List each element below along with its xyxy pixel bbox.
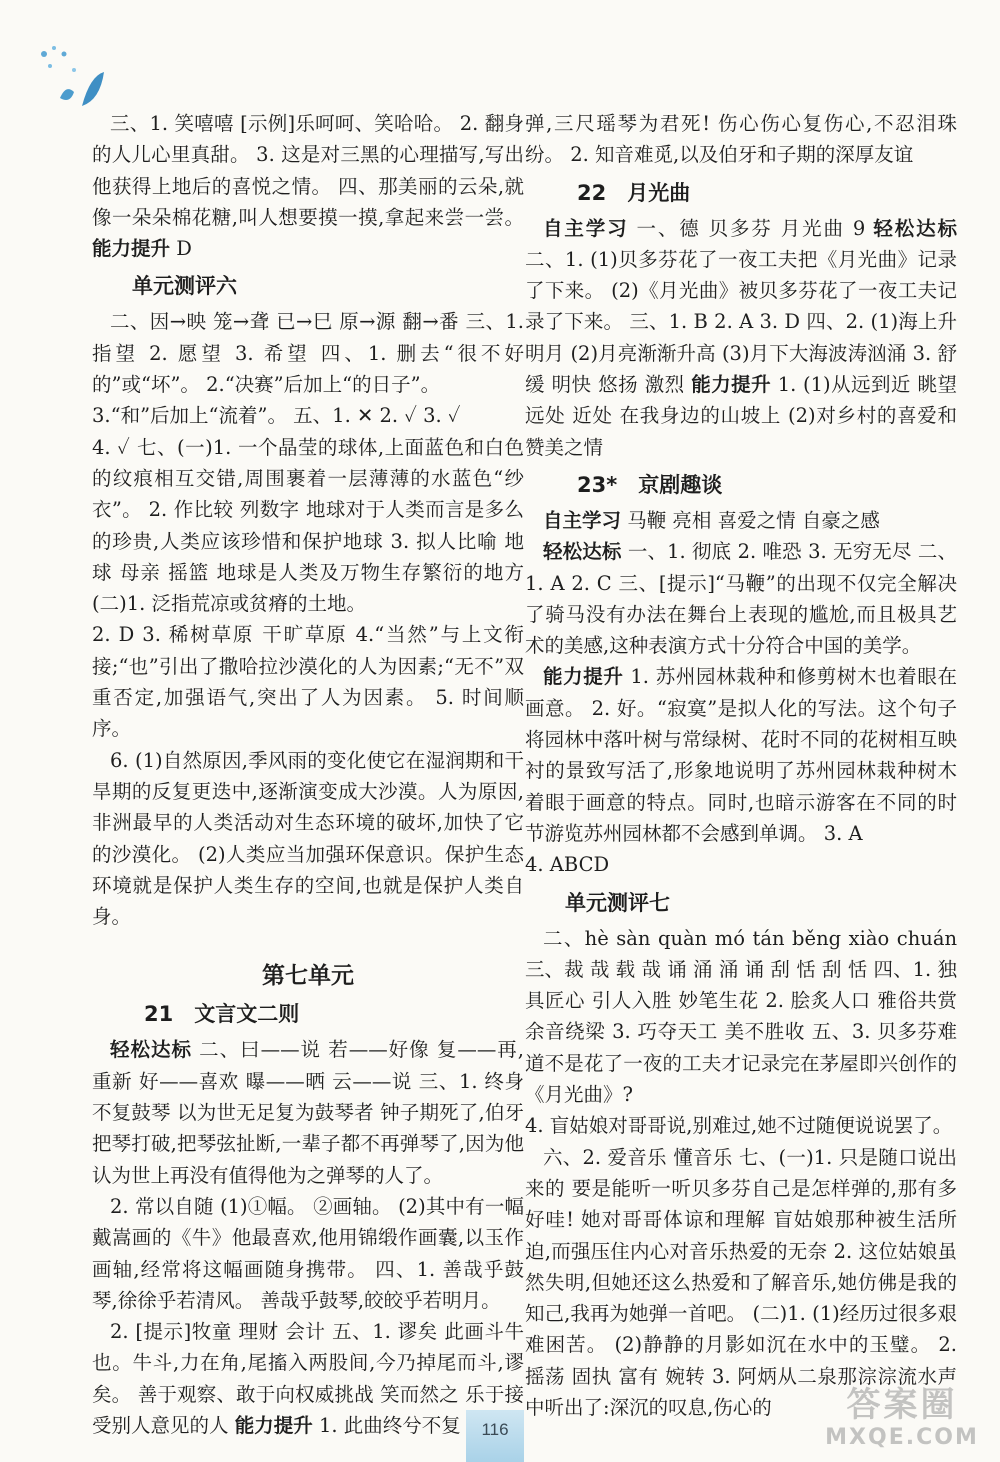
answer-paragraph: 二、因→映 笼→聋 已→巳 原→源 翻→番 三、1. 指望 2. 愿望 3. 希望 四、1. 删去“很不好的”或“坏”。 2.“决赛”后加上“的日子”。: [92, 310, 524, 397]
section-tag: 能力提升: [691, 373, 772, 397]
answer-paragraph: 自主学习 马鞭 亮相 喜爱之情 自豪之感: [543, 508, 880, 532]
section-tag: 轻松达标: [110, 1038, 192, 1062]
answer-paragraph: 2. 常以自随 (1)①幅。 ②画轴。 (2)其中有一幅戴嵩画的《牛》他最喜欢,他用锦缎作画囊,以玉作画轴,经常将这幅画随身携带。 四、1. 善哉乎鼓琴,徐徐乎若清风。 善哉乎鼓琴,皎皎乎若明月。: [92, 1194, 524, 1312]
answer-paragraph: 自主学习 一、德 贝多芬 月光曲 9 轻松达标 二、1. (1)贝多芬花了一夜工夫把《月光曲》记录了下来。 (2)《月光曲》被贝多芬花了一夜工夫记录了下来。 三、1. B 2. A 3. D 四、2. (1)海上升明月 (2)月亮渐渐升高 (3)月下大海波涛汹涌 3. 舒缓 明快 悠扬 激烈 能力提升 1. (1)从远到近 眺望远处 近处 在我身边的山坡上 (2)对乡村的喜爱和赞美之情: [525, 216, 957, 459]
answer-paragraph: 六、2. 爱音乐 懂音乐 七、(一)1. 只是随口说出来的 要是能听一听贝多芬自己是怎样弹的,那有多好哇! 她对哥哥体谅和理解 盲姑娘那种被生活所迫,而强压住内心对音乐热爱的无奈 2. 这位姑娘虽然失明,但她还这么热爱和了解音乐,她仿佛是我的知己,我再为她弹一首吧。 (二)1. (1)经历过很多艰难困苦。 (2)静静的月影如沉在水中的玉璧。 2. 摇荡 固执 富有 婉转 3. 阿炳从二泉那淙淙流水声中听出了:深沉的叹息,伤心的: [525, 1145, 957, 1419]
section-tag: 能力提升: [234, 1413, 313, 1437]
answer-paragraph: 4. ABCD: [525, 853, 610, 877]
answer-paragraph: 轻松达标 一、1. 彻底 2. 唯恐 3. 无穷无尽 二、1. A 2. C 三、[提示]“马鞭”的出现不仅完全解决了骑马没有办法在舞台上表现的尴尬,而且极具艺术的美感,这种表演方式十分符合中国的美学。: [525, 540, 957, 658]
answer-paragraph: 4. ✓ 七、(一)1. 一个晶莹的球体,上面蓝色和白色的纹痕相互交错,周围裹着一层薄薄的水蓝色“纱衣”。 2. 作比较 列数字 地球对于人类而言是多么的珍贵,人类应该珍惜和保护地球 3. 拟人比喻 地球 母亲 摇篮 地球是人类及万物生存繁衍的地方 (二)1. 泛指荒凉或贫瘠的土地。: [92, 435, 524, 616]
section-tag: 能力提升: [92, 237, 171, 261]
answer-paragraph: 轻松达标 二、曰——说 若——好像 复——再,重新 好——喜欢 曝——晒 云——说 三、1. 终身不复鼓琴 以为世无足复为鼓琴者 钟子期死了,伯牙把琴打破,把琴弦扯断,一辈子都不再弹琴了,因为他认为世上再没有值得他为之弹琴的人了。: [92, 1038, 524, 1187]
answer-paragraph: 6. (1)自然原因,季风雨的变化使它在湿润期和干旱期的反复更迭中,逐渐演变成大沙漠。人为原因,非洲最早的人类活动对生态环境的破坏,加快了它的沙漠化。 (2)人类应当加强环保意识。保护生态环境就是保护人类生存的空间,也就是保护人类自身。: [92, 748, 524, 929]
right-column: [525, 108, 957, 1423]
answer-paragraph: 3.“和”后加上“流着”。 五、1. ✕ 2. ✓ 3. ✓: [92, 404, 461, 428]
section-heading: 单元测评六: [132, 274, 237, 299]
section-tag: 轻松达标: [543, 540, 622, 564]
answer-paragraph: 弹,三尺瑶琴为君死! 伤心伤心复伤心,不忍泪珠纷。 2. 知音难觅,以及伯牙和子期的深厚友谊: [525, 112, 957, 167]
section-tag: 轻松达标: [873, 216, 957, 240]
page-number: 116: [466, 1410, 524, 1462]
section-heading: 单元测评七: [565, 890, 670, 915]
watermark-line2: MXQE.COM: [825, 1425, 979, 1450]
unit-heading: 第七单元: [262, 963, 354, 990]
lesson-heading: 22 月光曲: [577, 180, 691, 205]
watermark-line1: 答案圈: [846, 1385, 958, 1425]
answer-paragraph: 能力提升 1. 苏州园林栽种和修剪树木也着眼在画意。 2. 好。“寂寞”是拟人化的写法。这个句子将园林中落叶树与常绿树、花时不同的花树相互映衬的景致写活了,形象地说明了苏州园林栽种树木着眼于画意的特点。同时,也暗示游客在不同的时节游览苏州园林都不会感到单调。 3. A: [525, 665, 957, 845]
section-tag: 自主学习: [543, 508, 622, 532]
answer-paragraph: 2. [提示]牧童 理财 会计 五、1. 谬矣 此画斗牛也。牛斗,力在角,尾搐入两股间,今乃掉尾而斗,谬矣。 善于观察、敢于向权威挑战 笑而然之 乐于接受别人意见的人 能力提升 1. 此曲终兮不复: [92, 1320, 524, 1437]
section-tag: 能力提升: [543, 665, 624, 689]
answer-paragraph: 三、1. 笑嘻嘻 [示例]乐呵呵、笑哈哈。 2. 翻身的人儿心里真甜。 3. 这是对三黑的心理描写,写出他获得上地后的喜悦之情。 四、那美丽的云朵,就像一朵朵棉花糖,叫人想要摸一摸,拿起来尝一尝。 能力提升 D: [92, 112, 524, 261]
section-tag: 自主学习: [543, 216, 629, 240]
answer-paragraph: 2. D 3. 稀树草原 干旷草原 4.“当然”与上文衔接;“也”引出了撒哈拉沙漠化的人为因素;“无不”双重否定,加强语气,突出了人为因素。 5. 时间顺序。: [92, 623, 524, 741]
watermark-logo: [812, 1384, 992, 1456]
answer-paragraph: 二、hè sàn quàn mó tán běng xiào chuán 三、裁 哉 载 哉 诵 涌 涌 诵 刮 恬 刮 恬 四、1. 独具匠心 引人入胜 妙笔生花 2. 脍炙人口 雅俗共赏 余音绕梁 3. 巧夺天工 美不胜收 五、3. 贝多芬难道不是花了一夜的工夫才记录完在茅屋即兴创作的《月光曲》?: [525, 926, 957, 1107]
lesson-heading: 21 文言文二则: [144, 1002, 300, 1027]
answer-paragraph: 4. 盲姑娘对哥哥说,别难过,她不过随便说说罢了。: [525, 1114, 953, 1138]
lesson-heading: 23* 京剧趣谈: [577, 472, 723, 497]
left-column: [92, 108, 524, 1441]
